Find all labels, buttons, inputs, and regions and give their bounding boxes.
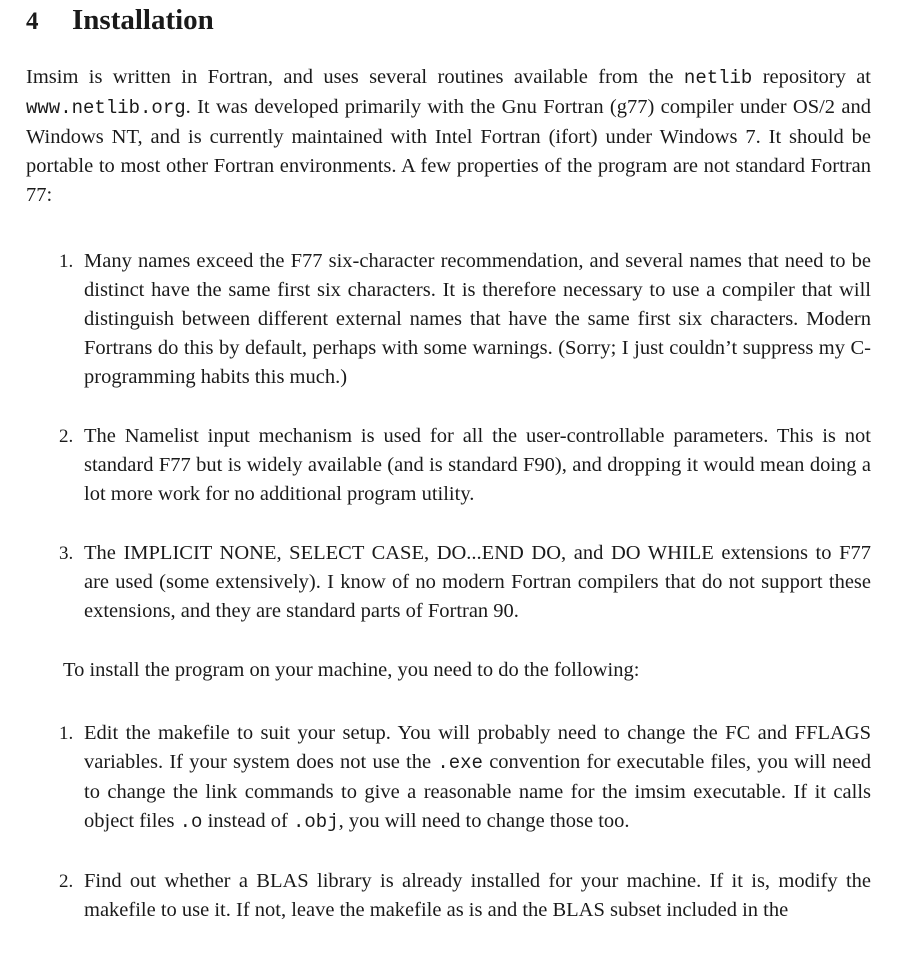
code-netlib-url: www.netlib.org	[26, 97, 186, 119]
nonstandard-properties-list	[26, 247, 871, 626]
list-item-text: Find out whether a BLAS library is already installed for your machine. If it is, modify the makefile to use it. If not, leave the makefile as is and the BLAS subset included in the	[84, 870, 871, 921]
list-item	[26, 247, 871, 392]
list-marker: 2.	[59, 426, 74, 447]
list-marker: 1.	[59, 251, 74, 272]
list-item-text: , you will need to change those too.	[338, 810, 630, 832]
list-item-text: Many names exceed the F77 six-character recommendation, and several names that need to be distinct have the same first six characters. It is therefore necessary to use a compiler that will distinguish between different external names that have the same first six characters. Modern Fortrans do this by default, perhaps with some warnings. (Sorry; I just couldn’t suppress my C-programming habits this much.)	[84, 250, 871, 388]
intro-text: repository at	[752, 66, 872, 88]
intro-paragraph	[26, 63, 871, 210]
list-item	[26, 867, 871, 925]
list-marker: 3.	[59, 543, 74, 564]
code-obj: .obj	[292, 811, 339, 833]
section-heading	[26, 0, 871, 46]
section-title: Installation	[72, 4, 214, 36]
install-lead-paragraph: To install the program on your machine, you need to do the following:	[63, 659, 640, 681]
code-o: .o	[179, 811, 203, 833]
code-exe: .exe	[437, 752, 483, 774]
list-marker: 2.	[59, 871, 74, 892]
intro-text: . It was developed primarily with the Gnu Fortran (g77) compiler under OS/2 and Windows NT, and is currently maintained with Intel Fortran (ifort) under Windows 7. It should be portable to most other Fortran environments. A few properties of the program are not standard Fortran 77:	[26, 96, 871, 206]
install-steps-list	[26, 719, 871, 925]
list-item-text: convention for executable files, you will need to change the link commands to give a reasonable name for the imsim executable. If it calls object files	[84, 751, 872, 832]
list-item-text: Edit the makefile to suit your setup. You will probably need to change the FC and FFLAGS variables. If your system does not use the	[84, 722, 871, 773]
list-item-text: The Namelist input mechanism is used for all the user-controllable parameters. This is not standard F77 but is widely available (and is standard F90), and dropping it would mean doing a lot more work for no additional program utility.	[84, 425, 871, 505]
list-item-text: instead of	[202, 810, 293, 832]
code-netlib: netlib	[683, 67, 753, 89]
intro-text: Imsim is written in Fortran, and uses several routines available from the	[26, 66, 684, 88]
document-page	[26, 0, 871, 955]
list-item	[26, 539, 871, 626]
section-number: 4	[26, 8, 39, 35]
list-item-text: The IMPLICIT NONE, SELECT CASE, DO...END DO, and DO WHILE extensions to F77 are used (some extensively). I know of no modern Fortran compilers that do not support these extensions, and they are standard parts of Fortran 90.	[84, 542, 871, 622]
list-marker: 1.	[59, 723, 74, 744]
list-item	[26, 422, 871, 509]
list-item	[26, 719, 871, 837]
